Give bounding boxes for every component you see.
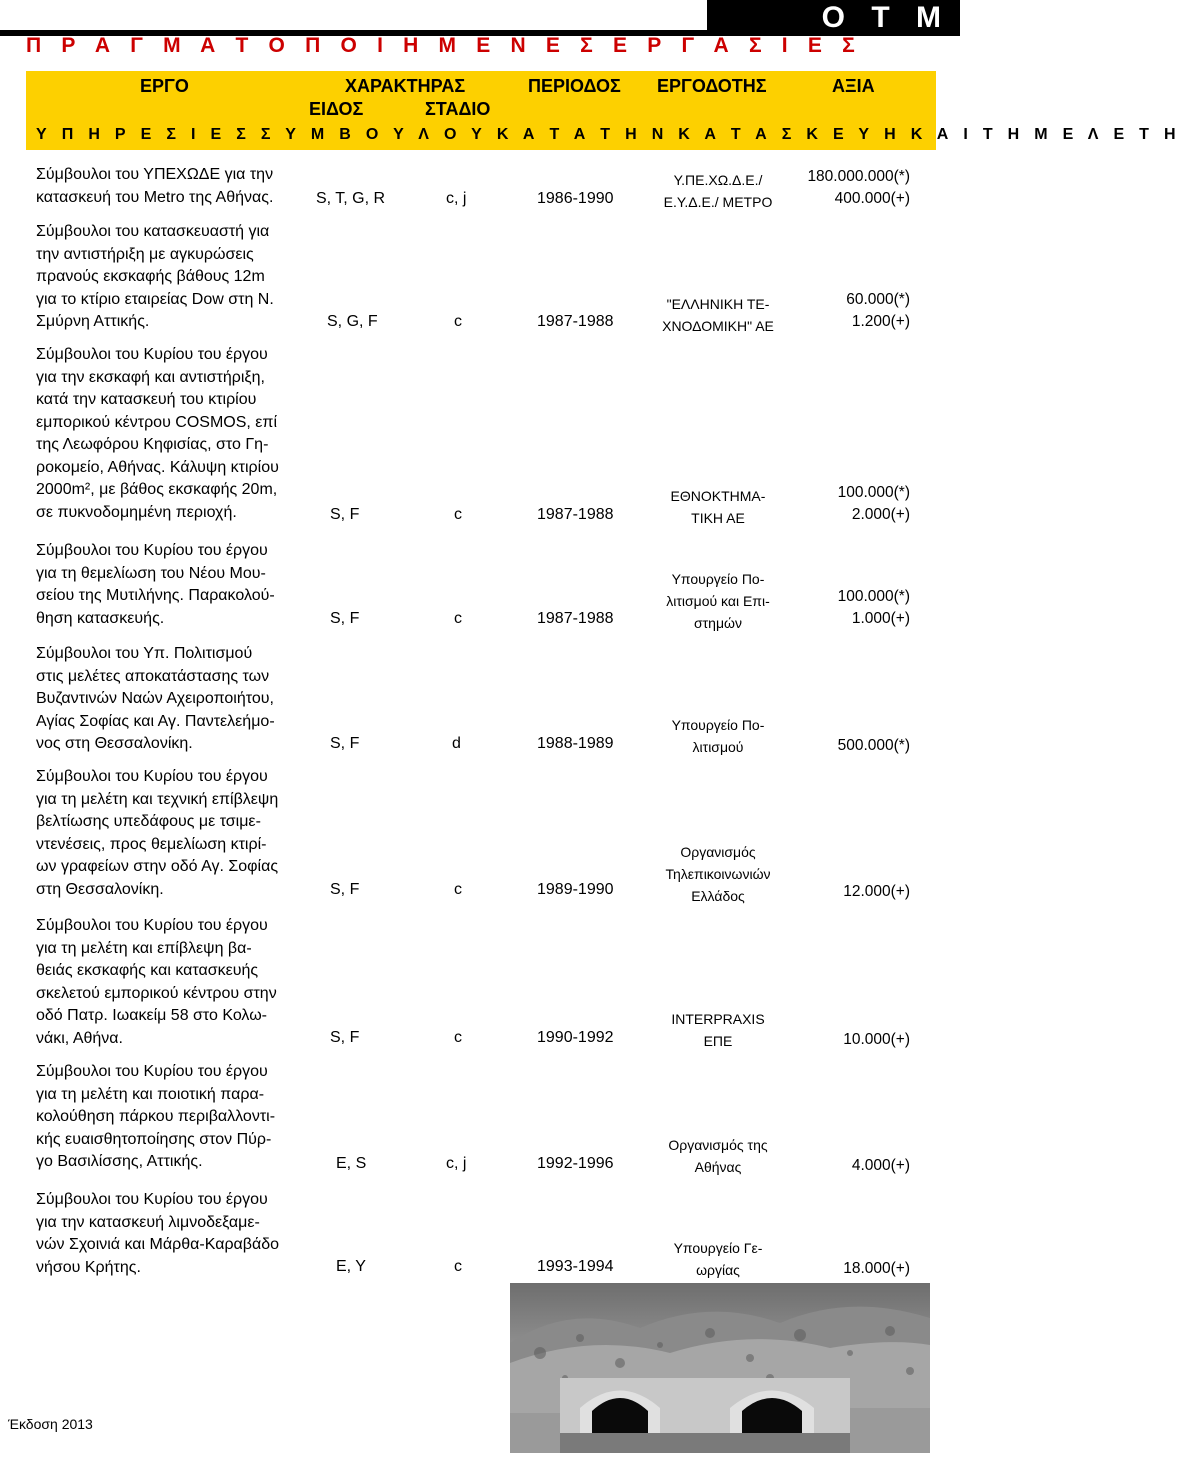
project-client: Υπουργείο Πο- λιτισμού [671,717,765,755]
project-period: 1990-1992 [537,1029,614,1046]
project-stage: c [454,1258,462,1275]
project-stage: c [454,610,462,627]
project-period: 1992-1996 [537,1155,614,1172]
page-title: Π Ρ Α Γ Μ Α Τ Ο Π Ο Ι Η Μ Ε Ν Ε Σ Ε Ρ Γ Α Σ Ι Ε Σ [26,34,862,57]
project-kind: S, F [330,610,360,627]
project-description: Σύμβουλοι του Υπ. Πολιτισμού στις μελέτες αποκατάστασης των Βυζαντινών Ναών Αχειροποιήτου, Αγίας Σοφίας και Αγ. Παντελεήμο- νος στη Θεσσαλονίκη. [36,645,275,752]
header-stage: ΣΤΑΔΙΟ [425,99,491,119]
project-stage: d [452,735,461,752]
project-stage: c [454,506,462,523]
project-kind: S, F [330,881,360,898]
project-kind: S, G, F [327,313,378,330]
project-kind: S, T, G, R [316,190,386,207]
project-description: Σύμβουλοι του Κυρίου του έργου για τη μελέτη και επίβλεψη βα- θειάς εκσκαφής και κατασκευής σκελετού εμπορικού κέντρου στην οδό Πατρ. Ιωακείμ 58 στο Κολω- νάκι, Αθήνα. [36,917,277,1047]
brand-logo: Ο Τ Μ [707,0,960,36]
section-heading: Υ Π Η Ρ Ε Σ Ι Ε Σ Σ Υ Μ Β Ο Υ Λ Ο Υ Κ Α Τ Α Τ Η Ν Κ Α Τ Α Σ Κ Ε Υ Η Κ Α Ι Τ Η Μ Ε Λ Ε Τ Η [36,126,1181,143]
header-period: ΠΕΡΙΟΔΟΣ [528,76,621,96]
project-stage: c [454,313,462,330]
project-value: 180.000.000(*) 400.000(+) [807,168,910,207]
project-client: Οργανισμός Τηλεπικοινωνιών Ελλάδος [665,844,771,904]
project-kind: S, F [330,506,360,523]
project-value: 10.000(+) [843,1031,910,1048]
project-client: Υ.ΠΕ.ΧΩ.Δ.Ε./ Ε.Υ.Δ.Ε./ ΜΕΤΡΟ [663,172,773,210]
project-client: INTERPRAXIS ΕΠΕ [671,1011,765,1049]
project-period: 1989-1990 [537,881,614,898]
project-description: Σύμβουλοι του Κυρίου του έργου για την εκσκαφή και αντιστήριξη, κατά την κατασκευή του κτιρίου εμπορικού κέντρου COSMOS, επί της Λεωφόρου Κηφισίας, στο Γη- ροκομείο, Αθήνας. Κάλυψη κτιρίου 2000m², με βάθος εκσκαφής 20m, σε πυκνοδομημένη περιοχή. [36,346,279,521]
project-description: Σύμβουλοι του κατασκευαστή για την αντιστήριξη με αγκυρώσεις πρανούς εκσκαφής βάθους 12m για το κτίριο εταιρείας Dow στη Ν. Σμύρνη Αττικής. [36,223,274,330]
project-description: Σύμβουλοι του ΥΠΕΧΩΔΕ για την κατασκευή του Metro της Αθήνας. [36,166,274,206]
project-client: Οργανισμός της Αθήνας [668,1137,768,1175]
project-stage: c, j [446,190,467,207]
header-kind: ΕΙΔΟΣ [309,99,364,119]
project-period: 1988-1989 [537,735,614,752]
project-client: "ΕΛΛΗΝΙΚΗ ΤΕ- ΧΝΟΔΟΜΙΚΗ" ΑΕ [662,296,774,334]
project-description: Σύμβουλοι του Κυρίου του έργου για τη μελέτη και τεχνική επίβλεψη βελτίωσης υπεδάφους με τσιμε- ντενέσεις, προς θεμελίωση κτιρί- ων γραφείων στην οδό Αγ. Σοφίας στη Θεσσαλονίκη. [36,768,279,898]
project-value: 60.000(*) 1.200(+) [846,291,910,330]
project-description: Σύμβουλοι του Κυρίου του έργου για την κατασκευή λιμνοδεξαμε- νών Σχοινιά και Μάρθα-Καραβάδο νήσου Κρήτης. [36,1191,280,1276]
project-description: Σύμβουλοι του Κυρίου του έργου για τη μελέτη και ποιοτική παρα- κολούθηση πάρκου περιβαλλοντι- κής ευαισθητοποίησης στον Πύρ- γο Βασιλίσσης, Αττικής. [36,1063,276,1170]
header-type: ΧΑΡΑΚΤΗΡΑΣ [345,76,466,96]
project-period: 1987-1988 [537,313,614,330]
project-kind: E, Y [336,1258,366,1275]
project-kind: S, F [330,735,360,752]
project-period: 1986-1990 [537,190,614,207]
edition-label: Έκδοση 2013 [8,1416,93,1432]
project-period: 1987-1988 [537,610,614,627]
project-value: 500.000(*) [837,737,910,754]
project-value: 12.000(+) [843,883,910,900]
header-value: ΑΞΙΑ [832,76,875,96]
project-client: ΕΘΝΟΚΤΗΜΑ- ΤΙΚΗ ΑΕ [670,488,766,526]
project-stage: c, j [446,1155,467,1172]
project-kind: E, S [336,1155,367,1172]
project-stage: c [454,881,462,898]
project-stage: c [454,1029,462,1046]
project-kind: S, F [330,1029,360,1046]
project-value: 18.000(+) [843,1260,910,1277]
project-value: 100.000(*) 2.000(+) [837,484,910,523]
project-description: Σύμβουλοι του Κυρίου του έργου για τη θεμελίωση του Νέου Μου- σείου της Μυτιλήνης. Παρακολού- θηση κατασκευής. [36,542,275,627]
project-client: Υπουργείο Πο- λιτισμού και Επι- στημών [666,571,770,631]
tunnel-photo [510,1283,930,1453]
project-value: 100.000(*) 1.000(+) [837,588,910,627]
project-period: 1987-1988 [537,506,614,523]
header-project: ΕΡΓΟ [140,76,189,96]
header-client: ΕΡΓΟΔΟΤΗΣ [657,76,767,96]
project-client: Υπουργείο Γε- ωργίας [673,1240,763,1278]
project-value: 4.000(+) [851,1157,910,1174]
project-period: 1993-1994 [537,1258,614,1275]
